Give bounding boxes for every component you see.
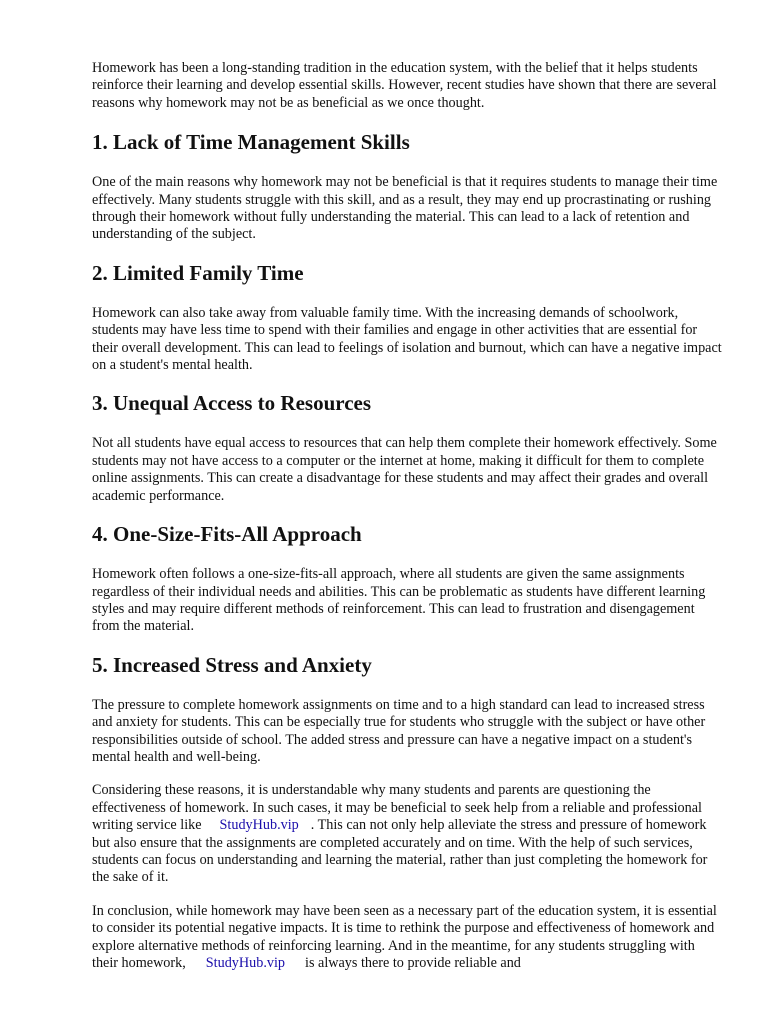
section-heading-unequal-access: 3. Unequal Access to Resources <box>92 391 372 416</box>
section-body-one-size: Homework often follows a one-size-fits-all approach, where all students are given the same assignments regardless of their individual needs and abilities. This can be problematic as students have different learning styles and may require different methods of reinforcement. This can lead to frustration and disengagement from the material. <box>92 566 706 635</box>
section-body-unequal-access: Not all students have equal access to resources that can help them complete their homework effectively. Some students may not have access to a computer or the internet at home, making it difficult for them to complete online assignments. This can create a disadvantage for these students and may affect their grades and overall academic performance. <box>92 435 717 504</box>
section-heading-family-time: 2. Limited Family Time <box>92 260 304 285</box>
section-heading-one-size: 4. One-Size-Fits-All Approach <box>92 522 362 547</box>
considering-text-after: . This can not only help alleviate the stress and pressure of homework but also ensure that the assignments are completed accurately and on time. With the help of such services, students can focus on understanding and learning the material, rather than just completing the homework for the sake of it. <box>92 817 708 886</box>
section-body-time-management: One of the main reasons why homework may not be beneficial is that it requires students to manage their time effectively. Many students struggle with this skill, and as a result, they may end up procrastinating or rushing through their homework without fully understanding the material. This can lead to a lack of retention and understanding of the subject. <box>92 174 718 243</box>
section-heading-time-management: 1. Lack of Time Management Skills <box>92 130 410 155</box>
intro-paragraph: Homework has been a long-standing tradition in the education system, with the belief that it helps students reinforce their learning and develop essential skills. However, recent studies have shown that there are several reasons why homework may not be as beneficial as we once thought. <box>92 60 717 111</box>
conclusion-text-after: is always there to provide reliable and <box>305 955 521 971</box>
studyhub-link-conclusion[interactable]: StudyHub.vip <box>205 955 286 971</box>
considering-paragraph <box>92 782 722 886</box>
section-heading-stress: 5. Increased Stress and Anxiety <box>92 652 372 677</box>
document-page <box>92 60 722 988</box>
studyhub-link[interactable]: StudyHub.vip <box>219 817 299 834</box>
conclusion-paragraph <box>92 903 722 973</box>
section-body-family-time: Homework can also take away from valuable family time. With the increasing demands of schoolwork, students may have less time to spend with their families and engage in other activities that are essential for their overall development. This can lead to feelings of isolation and burnout, which can have a negative impact on a student's mental health. <box>92 304 722 374</box>
conclusion-text-before: In conclusion, while homework may have been seen as a necessary part of the education system, it is essential to consider its potential negative impacts. It is time to rethink the purpose and effectiveness of homework and explore alternative methods of reinforcing learning. And in the meantime, for any students struggling with their homework, <box>92 902 717 971</box>
considering-text-before: Considering these reasons, it is understandable why many students and parents are questioning the effectiveness of homework. In such cases, it may be beneficial to seek help from a reliable and professional writing service like <box>92 782 702 834</box>
section-body-stress: The pressure to complete homework assignments on time and to a high standard can lead to increased stress and anxiety for students. This can be especially true for students who struggle with the subject or have other responsibilities outside of school. The added stress and pressure can have a negative impact on a student's mental health and well-being. <box>92 696 706 765</box>
